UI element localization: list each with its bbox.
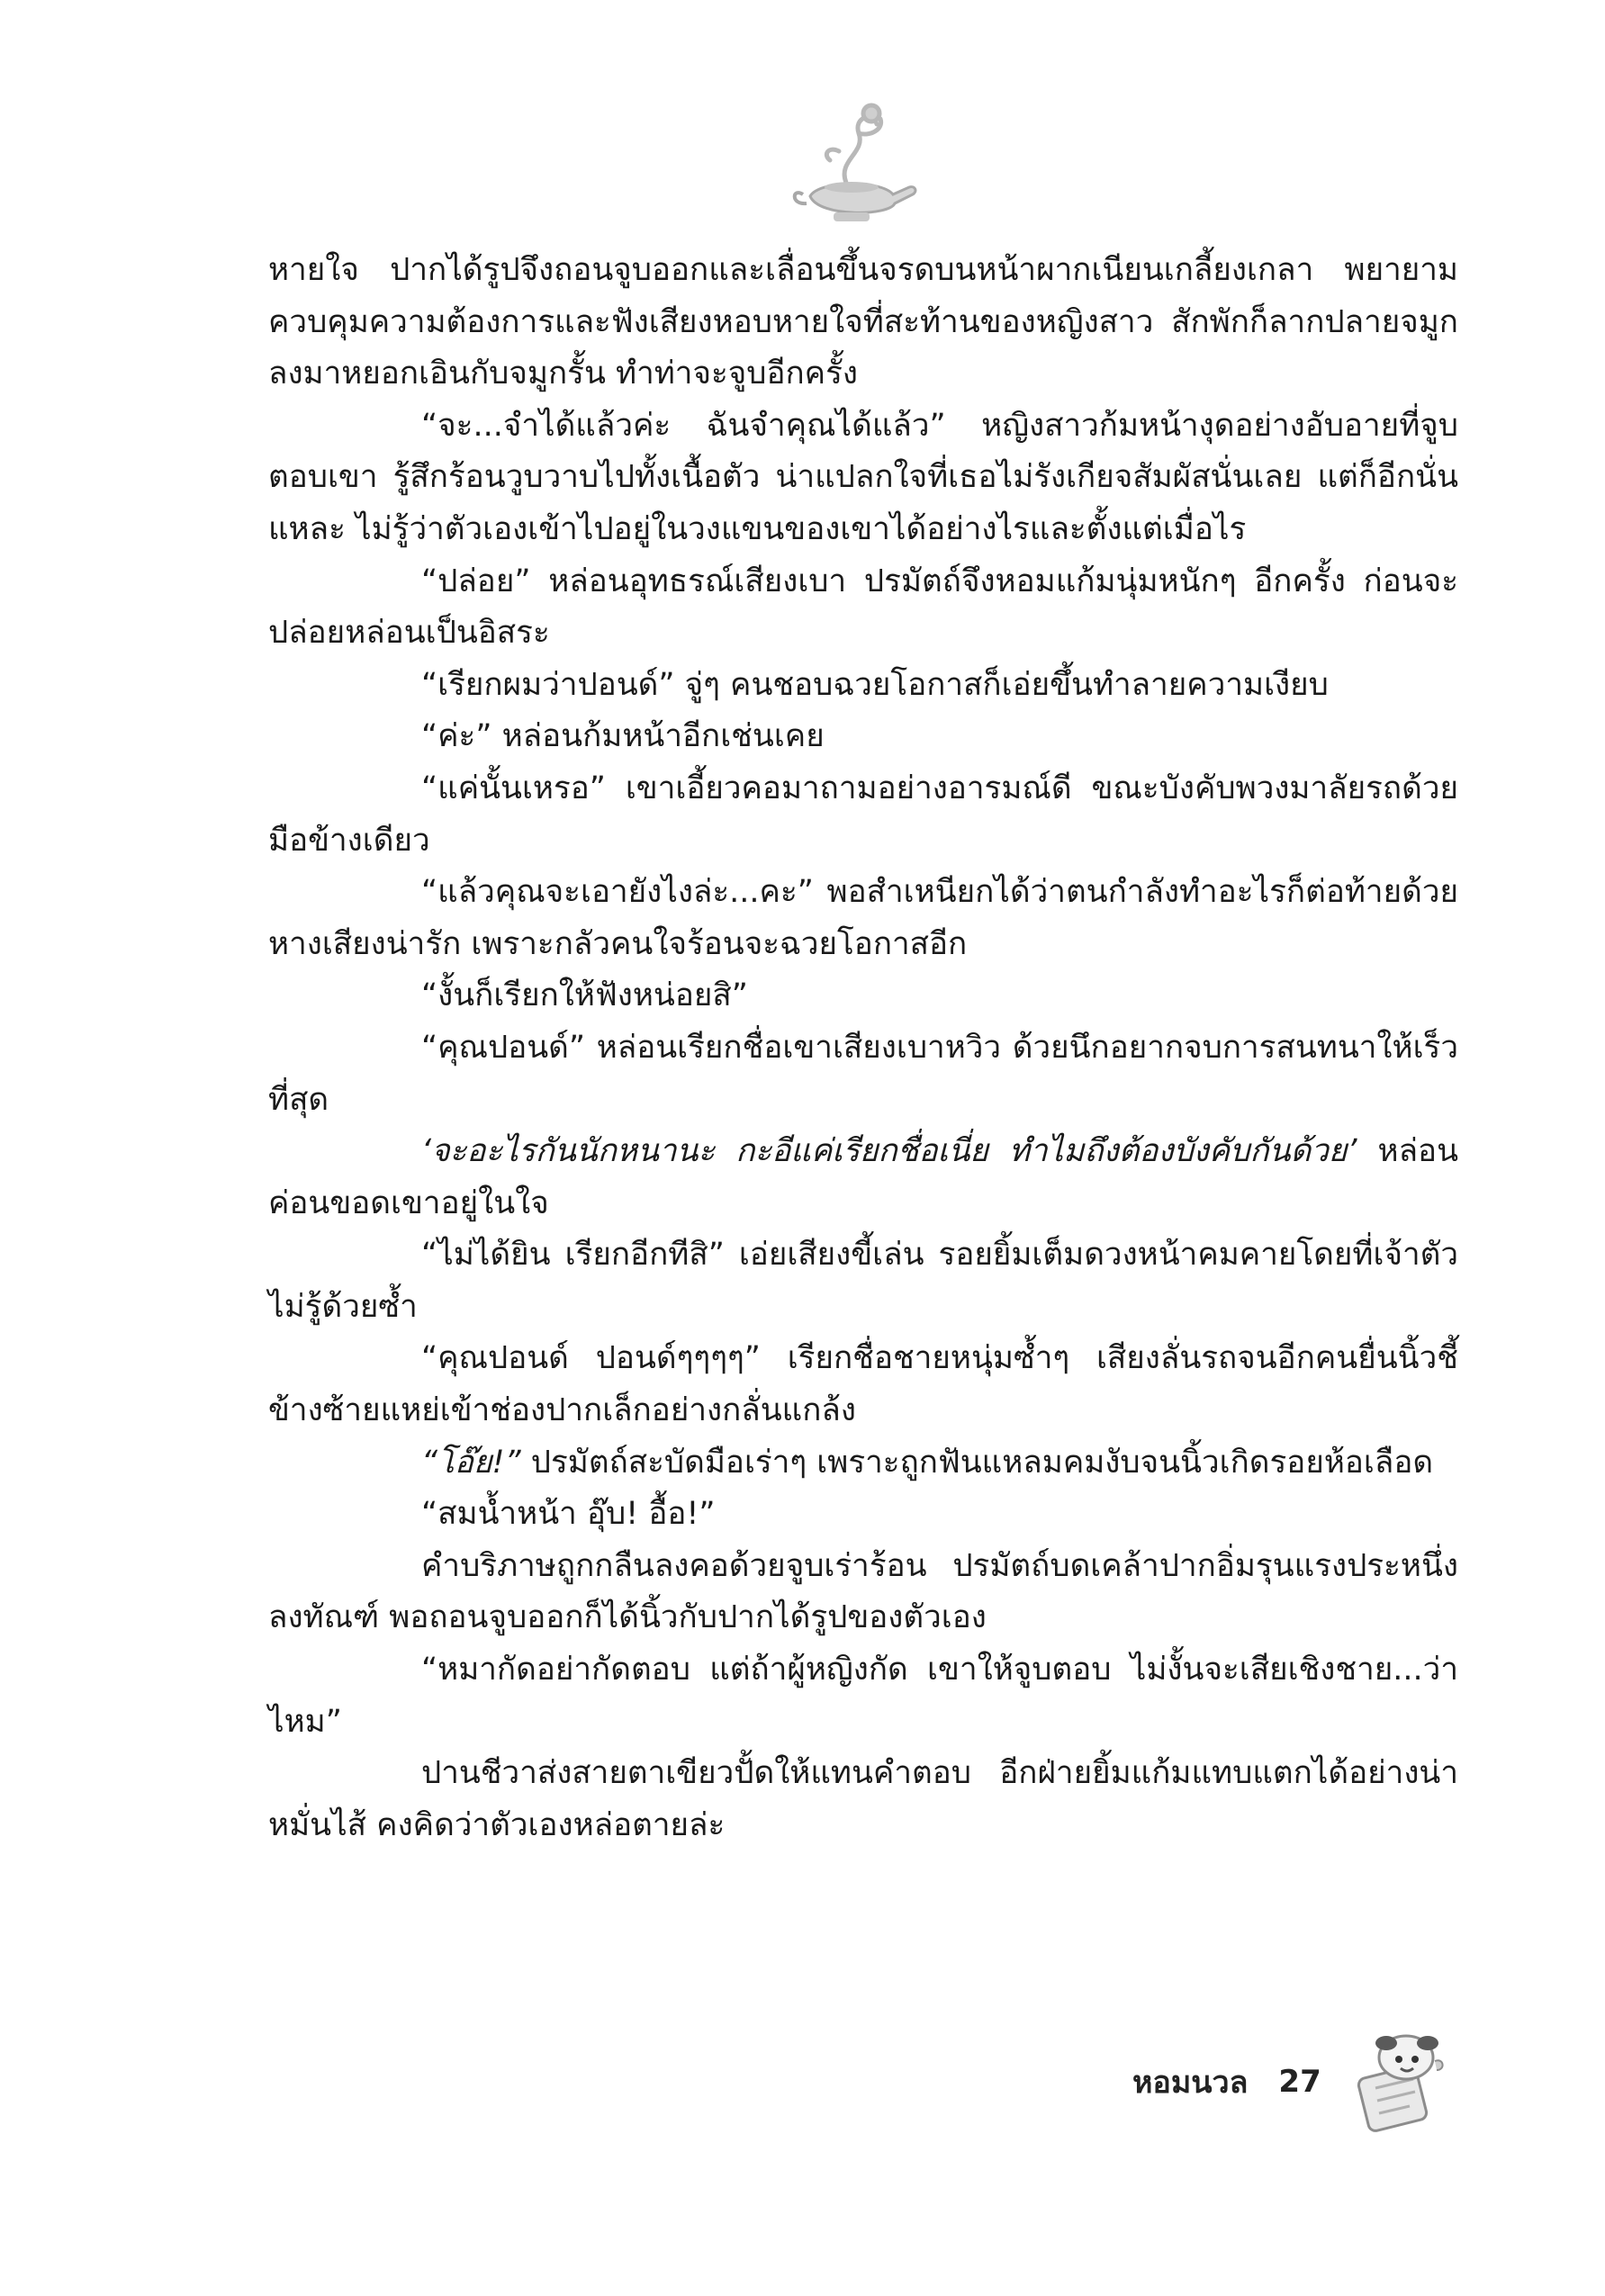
paragraph-text: “คุณปอนด์” หล่อนเรียกชื่อเขาเสียงเบาหวิว ด้วยนึกอยากจบการสนทนาให้เร็วที่สุด xyxy=(268,1029,1458,1118)
paragraph xyxy=(268,1541,1458,1644)
paragraph-text: “คุณปอนด์ ปอนด์ๆๆๆๆ” เรียกชื่อชายหนุ่มซ้ำๆ เสียงลั่นรถจนอีกคนยื่นนิ้วชี้ข้างซ้ายแหย่เข้าช่องปากเล็กอย่างกลั่นแกล้ง xyxy=(268,1340,1458,1429)
paragraph xyxy=(268,1644,1458,1748)
paragraph-text: “เรียกผมว่าปอนด์” จู่ๆ คนชอบฉวยโอกาสก็เอ่ยขึ้นทำลายความเงียบ xyxy=(421,666,1329,703)
paragraph xyxy=(268,1126,1458,1229)
paragraph-text: “งั้นก็เรียกให้ฟังหน่อยสิ” xyxy=(421,977,748,1014)
paragraph xyxy=(268,1022,1458,1126)
paragraph xyxy=(268,867,1458,970)
paragraph-text: หล่อนค่อนขอดเขาอยู่ในใจ xyxy=(268,1133,1459,1221)
paragraph xyxy=(268,556,1458,660)
page-number: 27 xyxy=(1278,2064,1321,2100)
paragraph xyxy=(268,711,1458,763)
sheep-mascot-icon xyxy=(1350,2025,1449,2133)
page-footer xyxy=(1132,2059,1321,2104)
story-body xyxy=(268,245,1458,1851)
footer-brand: หอมนวล xyxy=(1132,2065,1249,2101)
paragraph xyxy=(268,401,1458,556)
paragraph xyxy=(268,1229,1458,1333)
genie-lamp-icon xyxy=(783,97,927,241)
paragraph-text: ปรมัตถ์สะบัดมือเร่าๆ เพราะถูกฟันแหลมคมงับจนนิ้วเกิดรอยห้อเลือด xyxy=(520,1444,1434,1481)
paragraph-italic-text: ‘จะอะไรกันนักหนานะ กะอีแค่เรียกชื่อเนี่ย ทำไมถึงต้องบังคับกันด้วย’ xyxy=(421,1133,1357,1170)
paragraph-text: “แล้วคุณจะเอายังไงล่ะ...คะ” พอสำเหนียกได้ว่าตนกำลังทำอะไรก็ต่อท้ายด้วยหางเสียงน่ารัก เพราะกลัวคนใจร้อนจะฉวยโอกาสอีก xyxy=(268,874,1458,962)
paragraph-text: “หมากัดอย่ากัดตอบ แต่ถ้าผู้หญิงกัด เขาให้จูบตอบ ไม่งั้นจะเสียเชิงชาย...ว่าไหม” xyxy=(268,1652,1458,1740)
paragraph xyxy=(268,970,1458,1022)
paragraph-text: “ไม่ได้ยิน เรียกอีกทีสิ” เอ่ยเสียงขี้เล่น รอยยิ้มเต็มดวงหน้าคมคายโดยที่เจ้าตัวไม่รู้ด้วยซ้ำ xyxy=(268,1237,1458,1325)
paragraph-text: “จะ...จำได้แล้วค่ะ ฉันจำคุณได้แล้ว” หญิงสาวก้มหน้างุดอย่างอับอายที่จูบตอบเขา รู้สึกร้อนวูบวาบไปทั้งเนื้อตัว น่าแปลกใจที่เธอไม่รังเกียจสัมผัสนั่นเลย แต่ก็อีกนั่นแหละ ไม่รู้ว่าตัวเองเข้าไปอยู่ในวงแขนของเขาได้อย่างไรและตั้งแต่เมื่อไร xyxy=(268,407,1458,547)
paragraph xyxy=(268,763,1458,867)
paragraph xyxy=(268,1748,1458,1851)
paragraph-text: “สมน้ำหน้า อุ๊บ! อื้อ!” xyxy=(421,1496,716,1533)
paragraph-text: ปานชีวาส่งสายตาเขียวปั้ดให้แทนคำตอบ อีกฝ่ายยิ้มแก้มแทบแตกได้อย่างน่าหมั่นไส้ คงคิดว่าตัวเองหล่อตายล่ะ xyxy=(268,1755,1458,1843)
paragraph-text: “ปล่อย” หล่อนอุทธรณ์เสียงเบา ปรมัตถ์จึงหอมแก้มนุ่มหนักๆ อีกครั้ง ก่อนจะปล่อยหล่อนเป็นอิสระ xyxy=(268,563,1458,652)
paragraph xyxy=(268,660,1458,712)
paragraph-text: “แค่นั้นเหรอ” เขาเอี้ยวคอมาถามอย่างอารมณ์ดี ขณะบังคับพวงมาลัยรถด้วยมือข้างเดียว xyxy=(268,770,1458,859)
paragraph xyxy=(268,1489,1458,1541)
paragraph xyxy=(268,245,1458,401)
paragraph-italic-text: “โอ๊ย!” xyxy=(421,1444,521,1481)
paragraph xyxy=(268,1437,1458,1490)
paragraph-text: “ค่ะ” หล่อนก้มหน้าอีกเช่นเคย xyxy=(421,718,825,755)
paragraph xyxy=(268,1333,1458,1436)
paragraph-text: หายใจ ปากได้รูปจึงถอนจูบออกและเลื่อนขึ้นจรดบนหน้าผากเนียนเกลี้ยงเกลา พยายามควบคุมความต้องการและฟังเสียงหอบหายใจที่สะท้านของหญิงสาว สักพักก็ลากปลายจมูกลงมาหยอกเอินกับจมูกรั้น ทำท่าจะจูบอีกครั้ง xyxy=(268,252,1458,392)
paragraph-text: คำบริภาษถูกกลืนลงคอด้วยจูบเร่าร้อน ปรมัตถ์บดเคล้าปากอิ่มรุนแรงประหนึ่งลงทัณฑ์ พอถอนจูบออกก็ได้นิ้วกับปากได้รูปของตัวเอง xyxy=(268,1547,1458,1636)
